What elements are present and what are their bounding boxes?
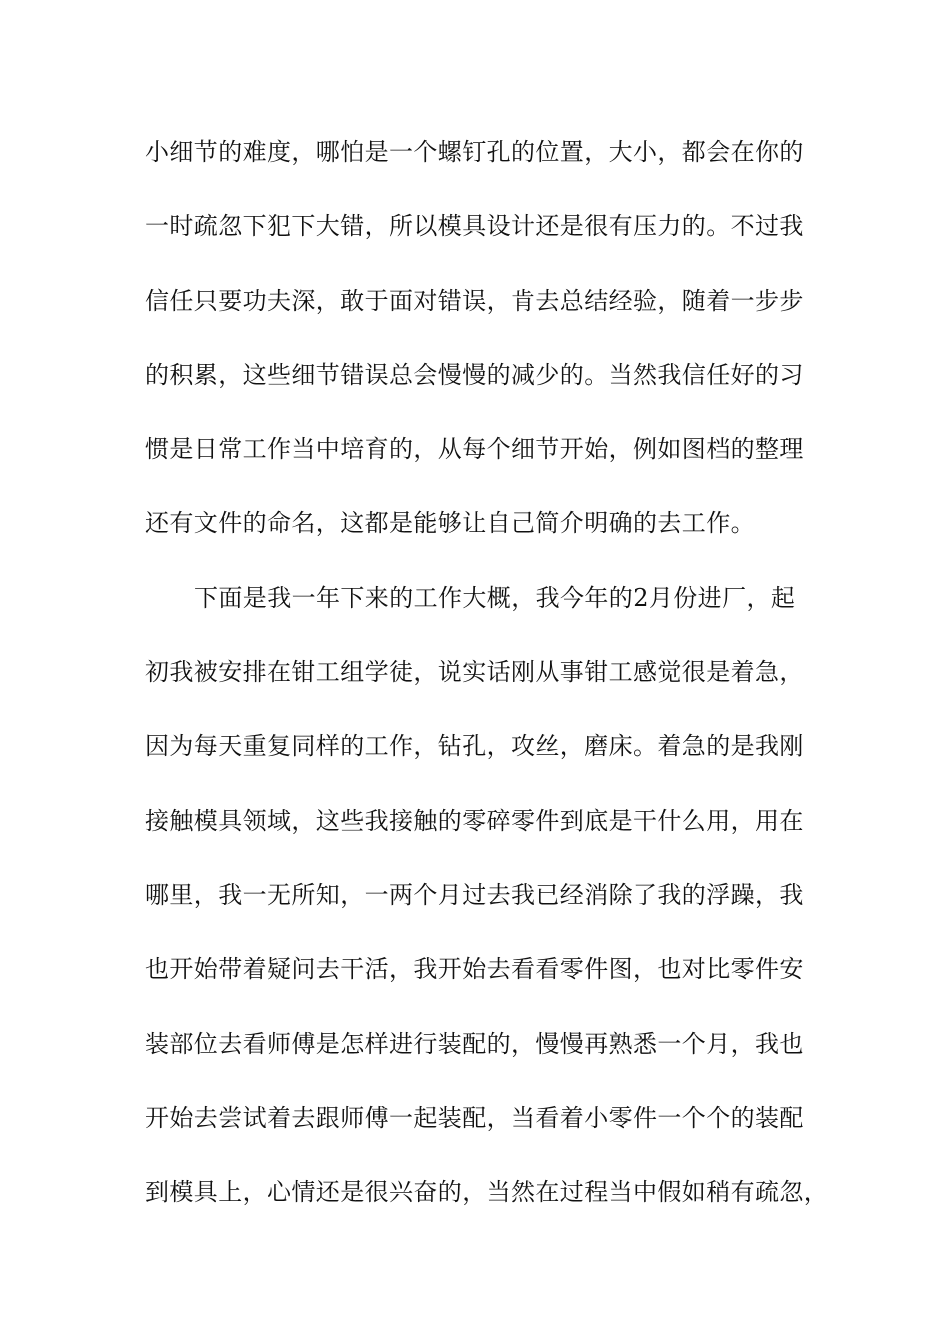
text-line: 因为每天重复同样的工作，钻孔，攻丝，磨床。着急的是我刚 (145, 732, 804, 761)
text-line: 还有文件的命名，这都是能够让自己简介明确的去工作。 (145, 509, 755, 538)
body-text (145, 132, 829, 1246)
text-line: 到模具上，心情还是很兴奋的，当然在过程当中假如稍有疏忽， (145, 1178, 829, 1207)
paragraph-start-line: 下面是我一年下来的工作大概，我今年的2月份进厂，起 (194, 583, 796, 612)
text-line: 小细节的难度，哪怕是一个螺钉孔的位置，大小，都会在你的 (145, 138, 804, 166)
text-line: 接触模具领域，这些我接触的零碎零件到底是干什么用，用在 (145, 806, 804, 835)
text-line: 也开始带着疑问去干活，我开始去看看零件图，也对比零件安 (145, 955, 804, 984)
text-line: 惯是日常工作当中培育的，从每个细节开始，例如图档的整理 (145, 435, 804, 464)
text-line: 的积累，这些细节错误总会慢慢的减少的。当然我信任好的习 (145, 360, 804, 389)
text-line: 初我被安排在钳工组学徒，说实话刚从事钳工感觉很是着急， (145, 658, 804, 687)
text-line: 信任只要功夫深，敢于面对错误，肯去总结经验，随着一步步 (145, 286, 804, 315)
text-line: 开始去尝试着去跟师傅一起装配，当看着小零件一个个的装配 (145, 1103, 804, 1132)
text-line: 哪里，我一无所知，一两个月过去我已经消除了我的浮躁，我 (145, 880, 804, 909)
text-line: 一时疏忽下犯下大错，所以模具设计还是很有压力的。不过我 (145, 212, 804, 241)
text-line: 装部位去看师傅是怎样进行装配的，慢慢再熟悉一个月，我也 (145, 1029, 804, 1058)
